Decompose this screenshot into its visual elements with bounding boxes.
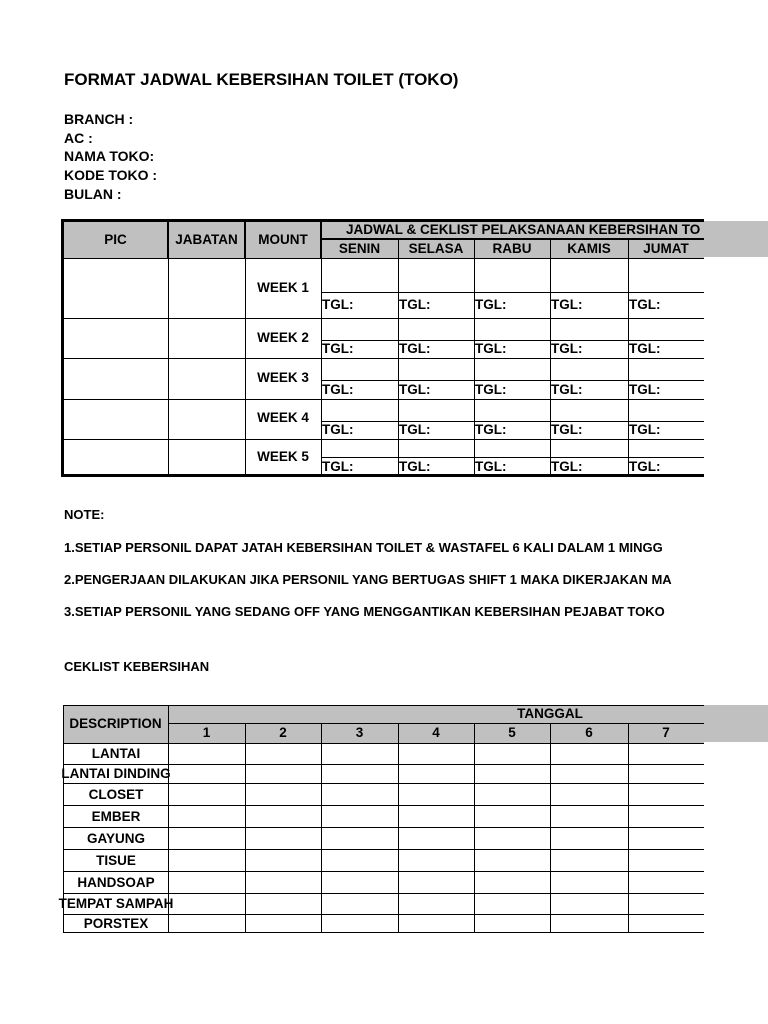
header-cell-tanggal bbox=[168, 705, 704, 724]
check-cell[interactable] bbox=[474, 399, 551, 422]
item-label: TISUE bbox=[96, 852, 136, 868]
check-cell[interactable] bbox=[398, 358, 475, 381]
check-cell[interactable] bbox=[474, 871, 551, 894]
date-label: TGL: bbox=[399, 458, 431, 474]
check-cell[interactable] bbox=[245, 893, 322, 915]
item-label: PORSTEX bbox=[83, 915, 149, 931]
check-cell[interactable] bbox=[550, 914, 629, 933]
item-label: LANTAI DINDING bbox=[61, 766, 171, 781]
check-cell[interactable] bbox=[628, 743, 704, 765]
check-cell[interactable] bbox=[628, 827, 704, 850]
check-cell[interactable] bbox=[245, 827, 322, 850]
check-cell[interactable] bbox=[474, 805, 551, 828]
check-cell[interactable] bbox=[474, 849, 551, 872]
check-cell[interactable] bbox=[168, 914, 246, 933]
check-cell[interactable] bbox=[321, 849, 399, 872]
check-cell[interactable] bbox=[550, 827, 629, 850]
item-label: EMBER bbox=[91, 808, 141, 824]
check-cell[interactable] bbox=[398, 783, 475, 806]
check-cell[interactable] bbox=[474, 827, 551, 850]
week-label: WEEK 1 bbox=[257, 280, 309, 295]
date-label: TGL: bbox=[551, 381, 583, 397]
note-item: 3.SETIAP PERSONIL YANG SEDANG OFF YANG MENGGANTIKAN KEBERSIHAN PEJABAT TOKO bbox=[64, 604, 665, 619]
header-label-date: 6 bbox=[585, 725, 593, 740]
check-cell[interactable] bbox=[474, 358, 551, 381]
check-cell[interactable] bbox=[474, 764, 551, 784]
check-cell[interactable] bbox=[398, 439, 475, 458]
pic-cell[interactable] bbox=[63, 318, 169, 359]
check-cell[interactable] bbox=[398, 893, 475, 915]
check-cell[interactable] bbox=[245, 743, 322, 765]
date-label: TGL: bbox=[551, 341, 583, 356]
header-label-group: JADWAL & CEKLIST PELAKSANAAN KEBERSIHAN TO bbox=[346, 222, 701, 237]
header-label-pic: PIC bbox=[104, 232, 127, 247]
date-label: TGL: bbox=[475, 341, 507, 356]
check-cell[interactable] bbox=[398, 871, 475, 894]
check-cell[interactable] bbox=[474, 893, 551, 915]
check-cell[interactable] bbox=[628, 871, 704, 894]
jabatan-cell[interactable] bbox=[168, 439, 246, 477]
check-cell[interactable] bbox=[628, 439, 704, 458]
header-label-date: 4 bbox=[432, 725, 440, 740]
check-cell[interactable] bbox=[245, 783, 322, 806]
check-cell[interactable] bbox=[245, 871, 322, 894]
check-cell[interactable] bbox=[550, 805, 629, 828]
item-label: LANTAI bbox=[91, 746, 141, 761]
check-cell[interactable] bbox=[474, 318, 551, 341]
check-cell[interactable] bbox=[550, 849, 629, 872]
check-cell[interactable] bbox=[628, 893, 704, 915]
check-cell[interactable] bbox=[398, 805, 475, 828]
check-cell[interactable] bbox=[474, 743, 551, 765]
check-cell[interactable] bbox=[628, 399, 704, 422]
page-title: FORMAT JADWAL KEBERSIHAN TOILET (TOKO) bbox=[64, 70, 459, 89]
date-label: TGL: bbox=[629, 297, 661, 312]
check-cell[interactable] bbox=[321, 871, 399, 894]
check-cell[interactable] bbox=[321, 783, 399, 806]
field-bulan: BULAN : bbox=[64, 186, 122, 202]
header-label-description: DESCRIPTION bbox=[69, 716, 162, 731]
check-cell[interactable] bbox=[628, 764, 704, 784]
date-label: TGL: bbox=[629, 458, 661, 474]
date-label: TGL: bbox=[551, 297, 583, 312]
date-label: TGL: bbox=[629, 341, 661, 356]
header-label-date: 7 bbox=[662, 725, 670, 740]
header-label-date: 3 bbox=[355, 725, 364, 740]
check-cell[interactable] bbox=[474, 439, 551, 458]
check-cell[interactable] bbox=[628, 258, 704, 293]
check-cell[interactable] bbox=[321, 827, 399, 850]
check-cell[interactable] bbox=[398, 827, 475, 850]
check-cell[interactable] bbox=[321, 318, 399, 341]
pic-cell[interactable] bbox=[63, 439, 169, 477]
date-label: TGL: bbox=[322, 297, 354, 312]
header-label-mount: MOUNT bbox=[258, 232, 308, 247]
item-label: CLOSET bbox=[88, 786, 144, 802]
check-cell[interactable] bbox=[321, 893, 399, 915]
check-cell[interactable] bbox=[321, 399, 399, 422]
date-label: TGL: bbox=[322, 422, 354, 437]
offscreen-column-fill bbox=[704, 221, 768, 257]
header-label-tanggal: TANGGAL bbox=[517, 706, 583, 721]
check-cell[interactable] bbox=[245, 764, 322, 784]
check-cell[interactable] bbox=[474, 914, 551, 933]
check-cell[interactable] bbox=[168, 764, 246, 784]
item-label: HANDSOAP bbox=[77, 874, 155, 890]
header-label-date: 1 bbox=[202, 725, 211, 740]
check-cell[interactable] bbox=[245, 914, 322, 933]
check-cell[interactable] bbox=[550, 258, 629, 293]
date-label: TGL: bbox=[399, 341, 431, 356]
jabatan-cell[interactable] bbox=[168, 399, 246, 440]
pic-cell[interactable] bbox=[63, 258, 169, 319]
week-label: WEEK 4 bbox=[257, 410, 309, 425]
header-label-day: KAMIS bbox=[567, 241, 611, 256]
check-cell[interactable] bbox=[321, 764, 399, 784]
check-cell[interactable] bbox=[321, 805, 399, 828]
week-label: WEEK 5 bbox=[257, 449, 309, 464]
check-cell[interactable] bbox=[398, 743, 475, 765]
date-label: TGL: bbox=[322, 341, 354, 356]
check-cell[interactable] bbox=[628, 914, 704, 933]
check-cell[interactable] bbox=[550, 318, 629, 341]
header-label-date: 2 bbox=[279, 725, 287, 740]
offscreen-column-fill bbox=[704, 705, 768, 742]
check-cell[interactable] bbox=[474, 783, 551, 806]
check-cell[interactable] bbox=[474, 258, 551, 293]
field-branch: BRANCH : bbox=[64, 111, 134, 127]
check-cell[interactable] bbox=[550, 871, 629, 894]
check-cell[interactable] bbox=[398, 318, 475, 341]
check-cell[interactable] bbox=[550, 439, 629, 458]
field-ac: AC : bbox=[64, 130, 93, 146]
header-label-jabatan: JABATAN bbox=[175, 232, 238, 247]
header-label-day: JUMAT bbox=[643, 241, 689, 256]
note-item: 2.PENGERJAAN DILAKUKAN JIKA PERSONIL YANG BERTUGAS SHIFT 1 MAKA DIKERJAKAN MA bbox=[64, 572, 672, 587]
header-label-day: RABU bbox=[492, 241, 532, 256]
date-label: TGL: bbox=[475, 381, 507, 397]
check-cell[interactable] bbox=[398, 258, 475, 293]
check-cell[interactable] bbox=[550, 783, 629, 806]
check-cell[interactable] bbox=[550, 893, 629, 915]
check-cell[interactable] bbox=[168, 805, 246, 828]
check-cell[interactable] bbox=[628, 805, 704, 828]
date-label: TGL: bbox=[629, 422, 661, 437]
check-cell[interactable] bbox=[168, 871, 246, 894]
week-label: WEEK 2 bbox=[257, 330, 309, 345]
check-cell[interactable] bbox=[398, 764, 475, 784]
date-label: TGL: bbox=[551, 422, 583, 437]
header-label-date: 5 bbox=[508, 725, 516, 740]
date-label: TGL: bbox=[475, 297, 507, 312]
header-label-day: SELASA bbox=[408, 241, 464, 256]
check-cell[interactable] bbox=[398, 914, 475, 933]
item-label: TEMPAT SAMPAH bbox=[58, 896, 174, 911]
check-cell[interactable] bbox=[550, 764, 629, 784]
week-label: WEEK 3 bbox=[257, 370, 309, 385]
date-label: TGL: bbox=[629, 381, 661, 397]
date-label: TGL: bbox=[322, 458, 354, 474]
check-cell[interactable] bbox=[550, 358, 629, 381]
pic-cell[interactable] bbox=[63, 399, 169, 440]
field-nama-toko: NAMA TOKO: bbox=[64, 148, 155, 164]
check-cell[interactable] bbox=[628, 849, 704, 872]
date-label: TGL: bbox=[399, 422, 431, 437]
jabatan-cell[interactable] bbox=[168, 318, 246, 359]
check-cell[interactable] bbox=[321, 439, 399, 458]
header-label-day: SENIN bbox=[338, 241, 381, 256]
check-cell[interactable] bbox=[168, 849, 246, 872]
check-cell[interactable] bbox=[321, 258, 399, 293]
date-label: TGL: bbox=[475, 422, 507, 437]
checklist-heading: CEKLIST KEBERSIHAN bbox=[64, 659, 210, 674]
check-cell[interactable] bbox=[628, 318, 704, 341]
check-cell[interactable] bbox=[321, 743, 399, 765]
jabatan-cell[interactable] bbox=[168, 258, 246, 319]
check-cell[interactable] bbox=[245, 849, 322, 872]
check-cell[interactable] bbox=[550, 399, 629, 422]
check-cell[interactable] bbox=[398, 399, 475, 422]
date-label: TGL: bbox=[399, 381, 431, 397]
check-cell[interactable] bbox=[168, 783, 246, 806]
jabatan-cell[interactable] bbox=[168, 358, 246, 400]
field-kode-toko: KODE TOKO : bbox=[64, 167, 158, 183]
date-label: TGL: bbox=[475, 458, 507, 474]
date-label: TGL: bbox=[399, 297, 431, 312]
check-cell[interactable] bbox=[168, 827, 246, 850]
pic-cell[interactable] bbox=[63, 358, 169, 400]
check-cell[interactable] bbox=[245, 805, 322, 828]
note-heading: NOTE: bbox=[64, 507, 105, 522]
check-cell[interactable] bbox=[550, 743, 629, 765]
note-item: 1.SETIAP PERSONIL DAPAT JATAH KEBERSIHAN TOILET & WASTAFEL 6 KALI DALAM 1 MINGG bbox=[64, 540, 663, 555]
date-label: TGL: bbox=[551, 458, 583, 474]
check-cell[interactable] bbox=[168, 893, 246, 915]
item-label: GAYUNG bbox=[86, 830, 145, 846]
date-label: TGL: bbox=[322, 381, 354, 397]
check-cell[interactable] bbox=[168, 743, 246, 765]
check-cell[interactable] bbox=[321, 358, 399, 381]
check-cell[interactable] bbox=[628, 783, 704, 806]
check-cell[interactable] bbox=[398, 849, 475, 872]
check-cell[interactable] bbox=[321, 914, 399, 933]
check-cell[interactable] bbox=[628, 358, 704, 381]
